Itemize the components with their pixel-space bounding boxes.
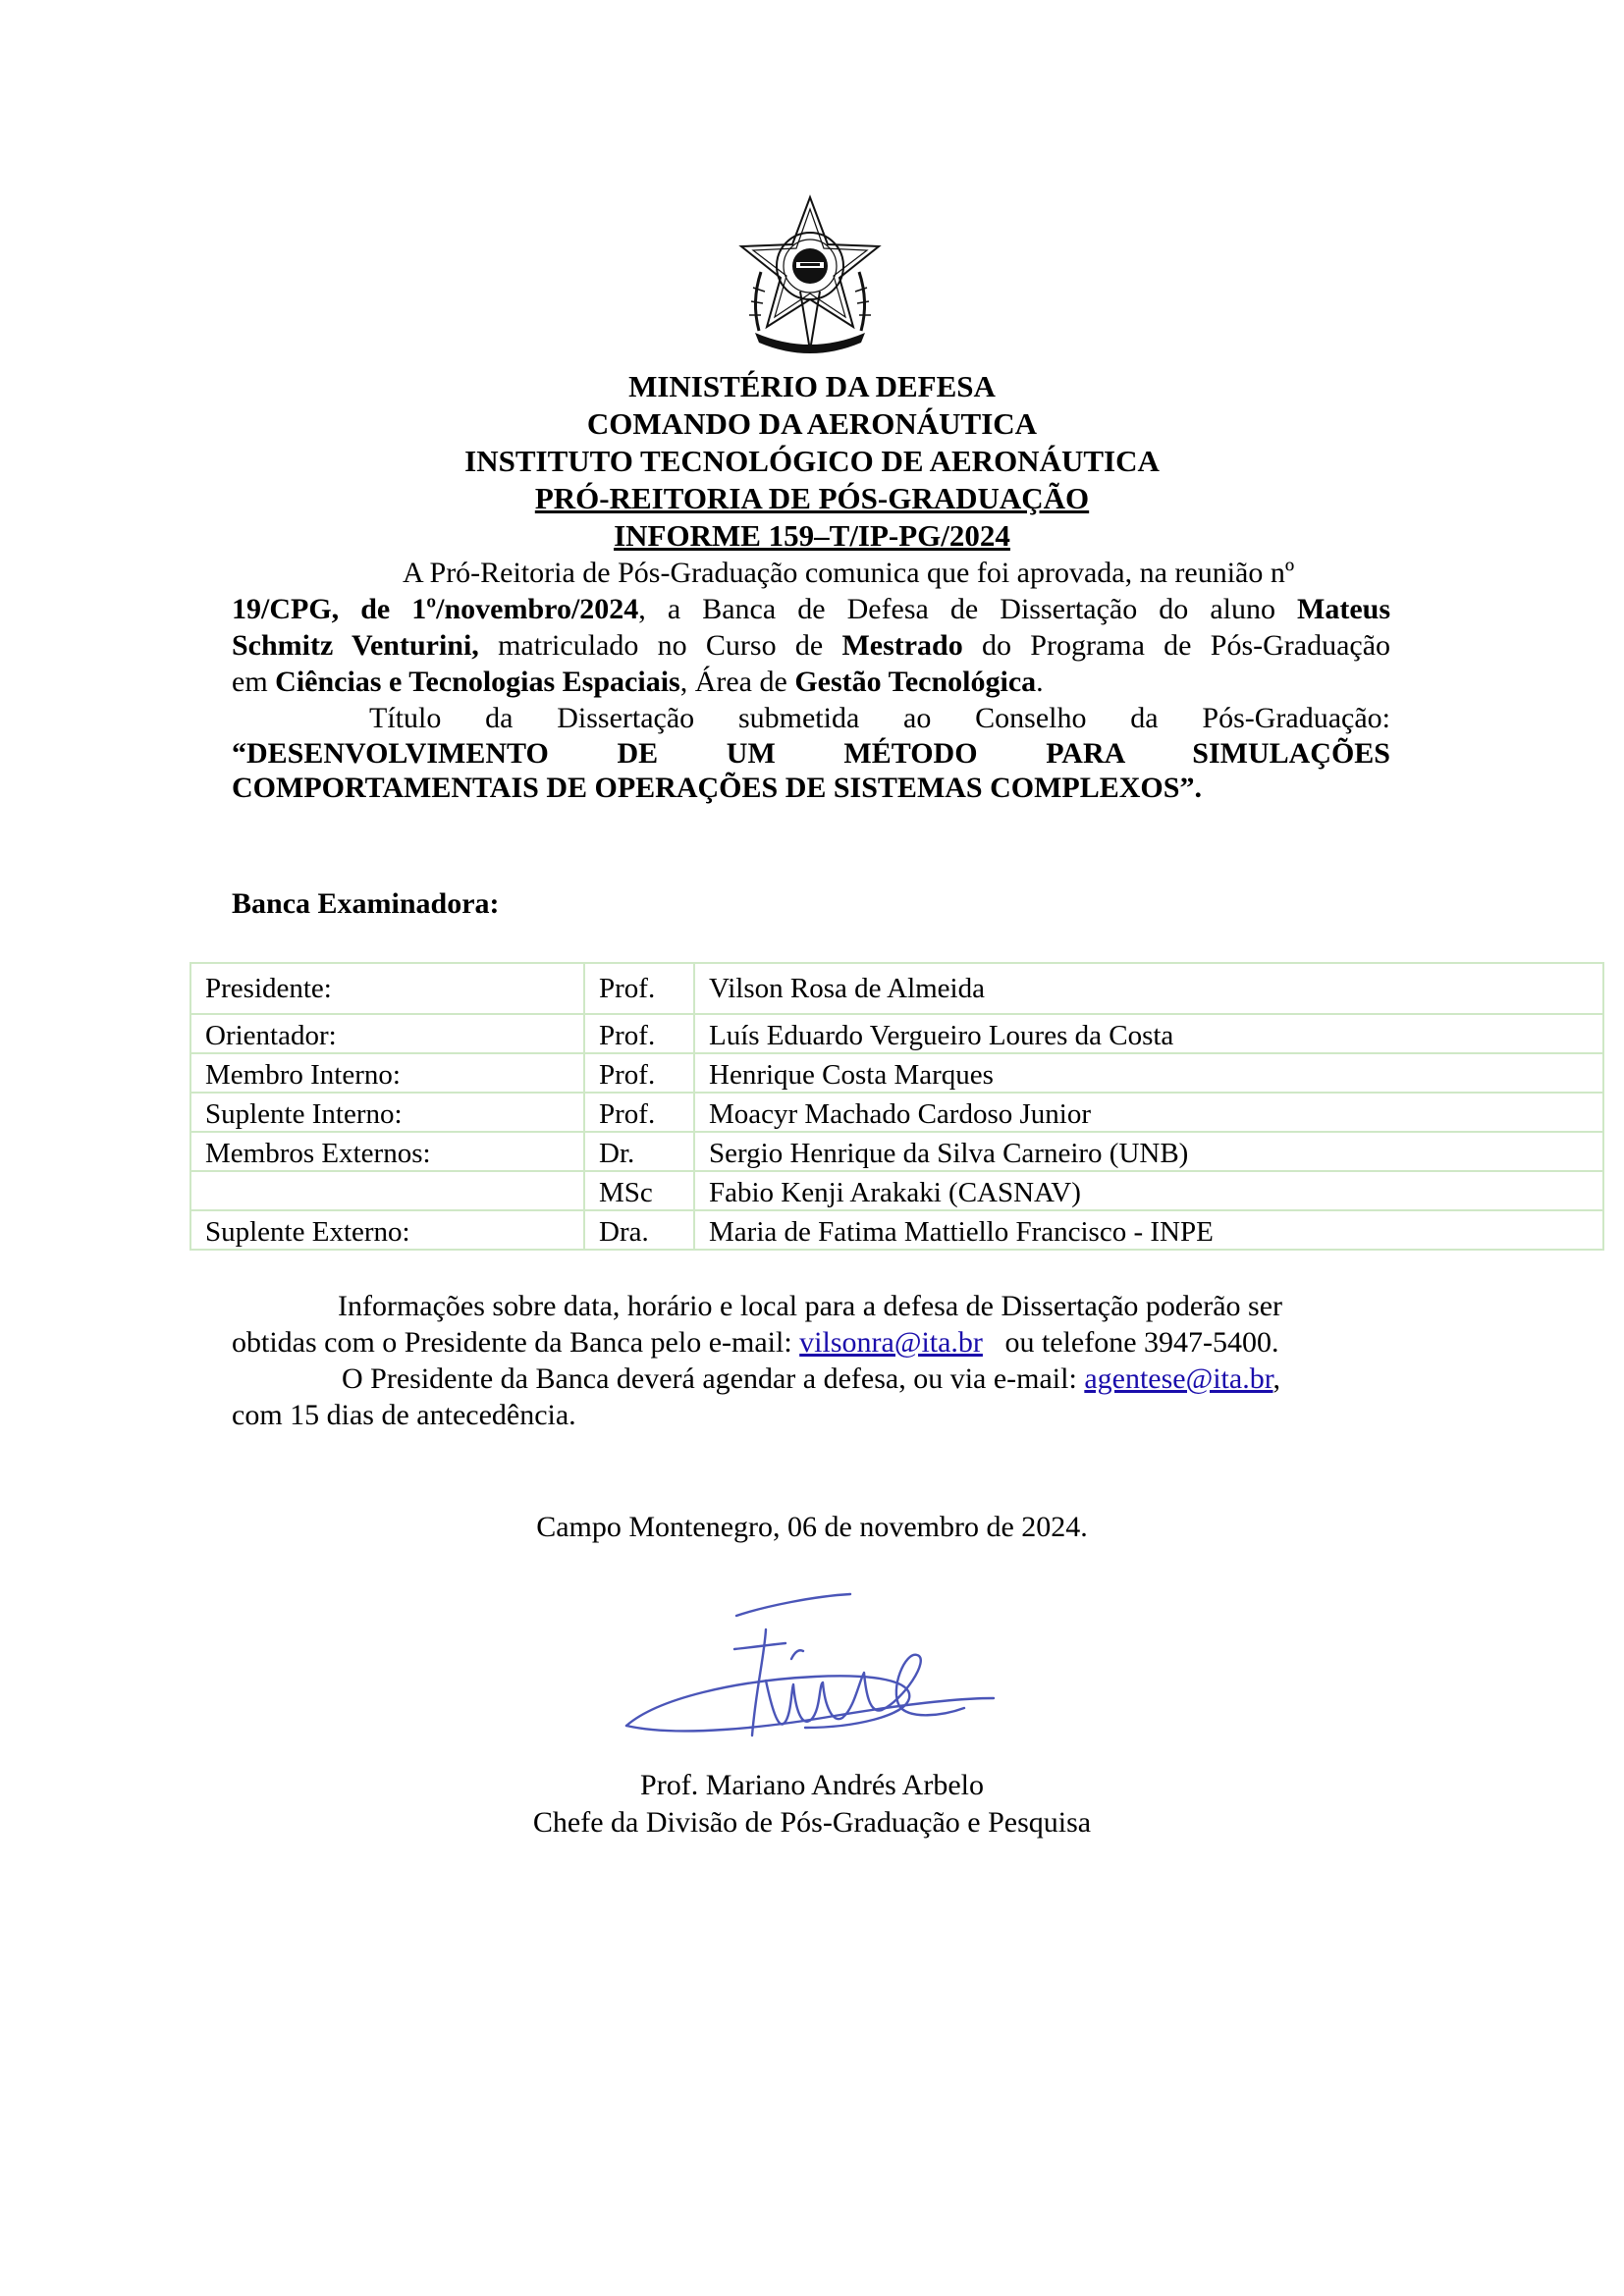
board-title-cell: Prof.	[584, 1053, 694, 1093]
board-role-cell: Membros Externos:	[190, 1132, 584, 1171]
board-title-cell: Prof.	[584, 1093, 694, 1132]
institute-heading: INSTITUTO TECNOLÓGICO DE AERONÁUTICA	[464, 444, 1160, 478]
board-role-cell: Orientador:	[190, 1014, 584, 1053]
info-line-4: com 15 dias de antecedência.	[232, 1399, 576, 1431]
board-role-cell	[190, 1171, 584, 1210]
place-date: Campo Montenegro, 06 de novembro de 2024.	[536, 1511, 1088, 1543]
meeting-ref: 19/CPG, de 1º/novembro/2024	[232, 593, 639, 625]
board-name-cell: Luís Eduardo Vergueiro Loures da Costa	[694, 1014, 1603, 1053]
board-title-cell: Dr.	[584, 1132, 694, 1171]
board-row	[190, 1053, 1603, 1093]
dissertation-title-line-1: “DESENVOLVIMENTO DE UM MÉTODO PARA SIMULAÇÕES	[232, 737, 1390, 770]
board-role-cell: Presidente:	[190, 963, 584, 1014]
command-heading: COMANDO DA AERONÁUTICA	[586, 406, 1038, 441]
intro-paragraph	[232, 555, 1390, 700]
board-role-cell: Membro Interno:	[190, 1053, 584, 1093]
board-name-cell: Vilson Rosa de Almeida	[694, 963, 1603, 1014]
info-line-3: O Presidente da Banca deverá agendar a defesa, ou via e-mail: agentese@ita.br,	[342, 1362, 1281, 1395]
board-name-cell: Sergio Henrique da Silva Carneiro (UNB)	[694, 1132, 1603, 1171]
intro-line-4: em Ciências e Tecnologias Espaciais, Área de Gestão Tecnológica.	[232, 666, 1044, 698]
board-row	[190, 963, 1603, 1014]
board-name-cell: Fabio Kenji Arakaki (CASNAV)	[694, 1171, 1603, 1210]
dissertation-title-line-2: COMPORTAMENTAIS DE OPERAÇÕES DE SISTEMAS COMPLEXOS”.	[232, 772, 1202, 804]
board-row	[190, 1093, 1603, 1132]
info-paragraph	[232, 1288, 1390, 1433]
title-intro: Título da Dissertação submetida ao Conselho da Pós-Graduação:	[369, 702, 1390, 734]
board-heading: Banca Examinadora:	[232, 887, 500, 920]
notice-number: INFORME 159–T/IP-PG/2024	[614, 518, 1010, 553]
student-name-first: Mateus	[1297, 593, 1391, 625]
board-row	[190, 1210, 1603, 1250]
board-row	[190, 1132, 1603, 1171]
area-name: Gestão Tecnológica	[794, 666, 1037, 698]
info-line-1: Informações sobre data, horário e local para a defesa de Dissertação poderão ser	[338, 1290, 1283, 1322]
board-title-cell: Prof.	[584, 1014, 694, 1053]
board-row	[190, 1171, 1603, 1210]
intro-line-2: 19/CPG, de 1º/novembro/2024, a Banca de Defesa de Dissertação do aluno Mateus	[232, 593, 1391, 625]
signatory-position: Chefe da Divisão de Pós-Graduação e Pesquisa	[532, 1806, 1092, 1839]
president-email-link[interactable]: vilsonra@ita.br	[799, 1326, 983, 1359]
student-name-rest: Schmitz Venturini,	[232, 629, 479, 662]
info-line-2: obtidas com o Presidente da Banca pelo e-mail: vilsonra@ita.br ou telefone 3947-5400.	[232, 1326, 1279, 1359]
intro-line-1: A Pró-Reitoria de Pós-Graduação comunica que foi aprovada, na reunião nº	[403, 557, 1295, 589]
office-heading: PRÓ-REITORIA DE PÓS-GRADUAÇÃO	[534, 481, 1090, 515]
schedule-email-link[interactable]: agentese@ita.br	[1084, 1362, 1273, 1395]
board-title-cell: Prof.	[584, 963, 694, 1014]
coat-of-arms-seal	[731, 193, 889, 362]
board-name-cell: Maria de Fatima Mattiello Francisco - INPE	[694, 1210, 1603, 1250]
board-title-cell: Dra.	[584, 1210, 694, 1250]
ministry-heading: MINISTÉRIO DA DEFESA	[628, 369, 996, 403]
board-title-cell: MSc	[584, 1171, 694, 1210]
board-role-cell: Suplente Externo:	[190, 1210, 584, 1250]
board-role-cell: Suplente Interno:	[190, 1093, 584, 1132]
board-row	[190, 1014, 1603, 1053]
intro-line-3: Schmitz Venturini, matriculado no Curso de Mestrado do Programa de Pós-Graduação	[232, 629, 1391, 662]
board-name-cell: Moacyr Machado Cardoso Junior	[694, 1093, 1603, 1132]
course-name: Mestrado	[841, 629, 963, 662]
board-name-cell: Henrique Costa Marques	[694, 1053, 1603, 1093]
handwritten-signature	[619, 1590, 1001, 1757]
signatory-name: Prof. Mariano Andrés Arbelo	[640, 1769, 984, 1801]
program-name: Ciências e Tecnologias Espaciais	[275, 666, 680, 698]
examining-board-table	[189, 962, 1604, 1251]
dissertation-title-block	[232, 700, 1390, 805]
